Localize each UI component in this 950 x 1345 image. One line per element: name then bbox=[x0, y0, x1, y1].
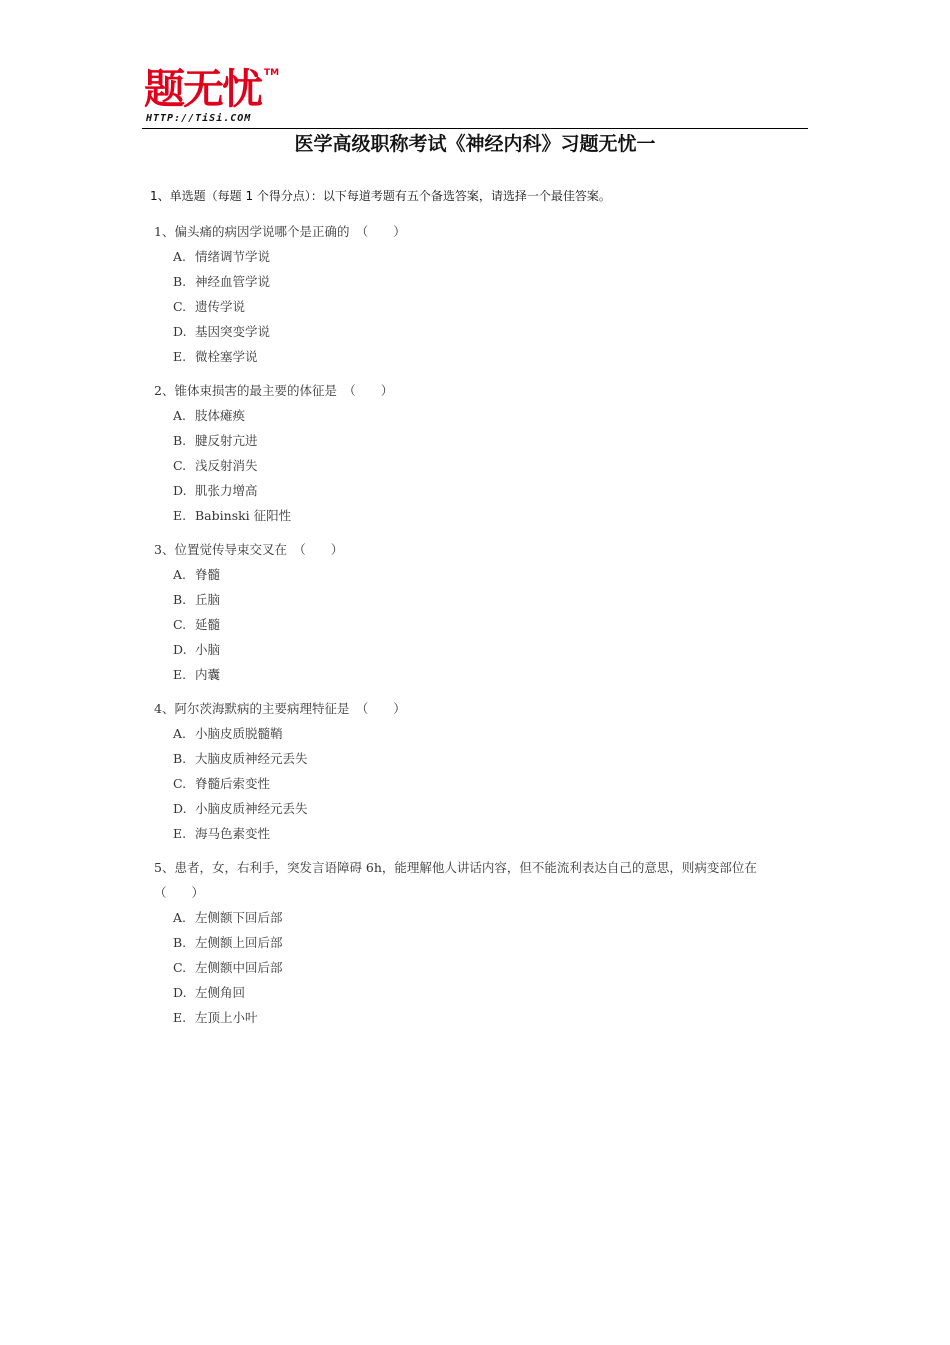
option-text: 丘脑 bbox=[195, 592, 221, 607]
option-text: 基因突变学说 bbox=[195, 324, 271, 339]
answer-option[interactable] bbox=[173, 562, 804, 587]
question-stem: 1、偏头痛的病因学说哪个是正确的 （ ） bbox=[154, 224, 406, 239]
option-key: E. bbox=[173, 1010, 187, 1025]
answer-option[interactable] bbox=[173, 637, 804, 662]
option-list bbox=[154, 721, 804, 846]
option-key: E. bbox=[173, 667, 187, 682]
answer-option[interactable] bbox=[173, 453, 804, 478]
question-item bbox=[154, 537, 804, 687]
site-logo[interactable] bbox=[144, 66, 284, 128]
answer-option[interactable] bbox=[173, 1005, 804, 1030]
option-key: A. bbox=[173, 567, 187, 582]
option-text: 腱反射亢进 bbox=[195, 433, 258, 448]
question-stem: 4、阿尔茨海默病的主要病理特征是 （ ） bbox=[154, 701, 406, 716]
option-key: E. bbox=[173, 349, 187, 364]
option-text: 左侧额下回后部 bbox=[195, 910, 283, 925]
option-list bbox=[154, 403, 804, 528]
question-item bbox=[154, 696, 804, 846]
option-list bbox=[154, 244, 804, 369]
option-key: C. bbox=[173, 776, 187, 791]
answer-option[interactable] bbox=[173, 503, 804, 528]
option-key: D. bbox=[173, 801, 187, 816]
option-key: C. bbox=[173, 960, 187, 975]
option-text: 脊髓 bbox=[195, 567, 221, 582]
answer-option[interactable] bbox=[173, 905, 804, 930]
option-key: B. bbox=[173, 274, 187, 289]
answer-option[interactable] bbox=[173, 662, 804, 687]
option-list bbox=[154, 905, 804, 1030]
option-text: 微栓塞学说 bbox=[195, 349, 258, 364]
option-key: D. bbox=[173, 483, 187, 498]
question-list bbox=[154, 219, 804, 1039]
option-text: 延髓 bbox=[195, 617, 221, 632]
answer-option[interactable] bbox=[173, 478, 804, 503]
answer-option[interactable] bbox=[173, 746, 804, 771]
answer-option[interactable] bbox=[173, 721, 804, 746]
question-stem: 5、患者，女，右利手，突发言语障碍 6h，能理解他人讲话内容，但不能流利表达自己的意思，则病变部位在 （ ） bbox=[154, 860, 770, 900]
answer-option[interactable] bbox=[173, 587, 804, 612]
question-stem: 3、位置觉传导束交叉在 （ ） bbox=[154, 542, 344, 557]
option-text: 左侧角回 bbox=[195, 985, 246, 1000]
answer-option[interactable] bbox=[173, 612, 804, 637]
option-key: A. bbox=[173, 249, 187, 264]
option-key: C. bbox=[173, 299, 187, 314]
option-text: 左侧额上回后部 bbox=[195, 935, 283, 950]
logo-wordmark: 题无忧 bbox=[144, 65, 261, 113]
option-key: B. bbox=[173, 433, 187, 448]
logo-trademark: TM bbox=[264, 68, 280, 78]
answer-option[interactable] bbox=[173, 980, 804, 1005]
document-title: 医学高级职称考试《神经内科》习题无忧一 bbox=[294, 133, 656, 155]
option-text: 左侧额中回后部 bbox=[195, 960, 283, 975]
option-key: B. bbox=[173, 935, 187, 950]
option-key: A. bbox=[173, 408, 187, 423]
answer-option[interactable] bbox=[173, 428, 804, 453]
option-text: 内囊 bbox=[195, 667, 221, 682]
answer-option[interactable] bbox=[173, 930, 804, 955]
option-key: A. bbox=[173, 726, 187, 741]
question-item bbox=[154, 855, 804, 1030]
option-key: C. bbox=[173, 458, 187, 473]
option-key: D. bbox=[173, 642, 187, 657]
answer-option[interactable] bbox=[173, 269, 804, 294]
option-text: 肌张力增高 bbox=[195, 483, 258, 498]
option-text: 肢体瘫痪 bbox=[195, 408, 246, 423]
section-instruction: 1、单选题（每题 1 个得分点）：以下每道考题有五个备选答案，请选择一个最佳答案。 bbox=[150, 189, 611, 203]
option-text: 小脑皮质脱髓鞘 bbox=[195, 726, 283, 741]
option-text: 小脑 bbox=[195, 642, 221, 657]
answer-option[interactable] bbox=[173, 319, 804, 344]
option-text: 大脑皮质神经元丢失 bbox=[195, 751, 308, 766]
option-list bbox=[154, 562, 804, 687]
option-key: D. bbox=[173, 324, 187, 339]
option-text: 遗传学说 bbox=[195, 299, 246, 314]
answer-option[interactable] bbox=[173, 796, 804, 821]
option-text: 浅反射消失 bbox=[195, 458, 258, 473]
header-divider bbox=[142, 128, 808, 129]
answer-option[interactable] bbox=[173, 403, 804, 428]
option-text: 左顶上小叶 bbox=[195, 1010, 258, 1025]
option-key: D. bbox=[173, 985, 187, 1000]
option-text: 小脑皮质神经元丢失 bbox=[195, 801, 308, 816]
answer-option[interactable] bbox=[173, 955, 804, 980]
question-stem: 2、锥体束损害的最主要的体征是 （ ） bbox=[154, 383, 394, 398]
question-item bbox=[154, 219, 804, 369]
answer-option[interactable] bbox=[173, 294, 804, 319]
option-text: Babinski 征阳性 bbox=[195, 508, 292, 523]
option-key: E. bbox=[173, 508, 187, 523]
option-key: B. bbox=[173, 751, 187, 766]
answer-option[interactable] bbox=[173, 244, 804, 269]
answer-option[interactable] bbox=[173, 344, 804, 369]
option-text: 海马色素变性 bbox=[195, 826, 271, 841]
answer-option[interactable] bbox=[173, 821, 804, 846]
option-text: 脊髓后索变性 bbox=[195, 776, 271, 791]
option-key: A. bbox=[173, 910, 187, 925]
answer-option[interactable] bbox=[173, 771, 804, 796]
option-key: B. bbox=[173, 592, 187, 607]
option-text: 情绪调节学说 bbox=[195, 249, 271, 264]
option-key: C. bbox=[173, 617, 187, 632]
option-text: 神经血管学说 bbox=[195, 274, 271, 289]
question-item bbox=[154, 378, 804, 528]
logo-url: HTTP://TiSi.COM bbox=[146, 113, 252, 124]
option-key: E. bbox=[173, 826, 187, 841]
